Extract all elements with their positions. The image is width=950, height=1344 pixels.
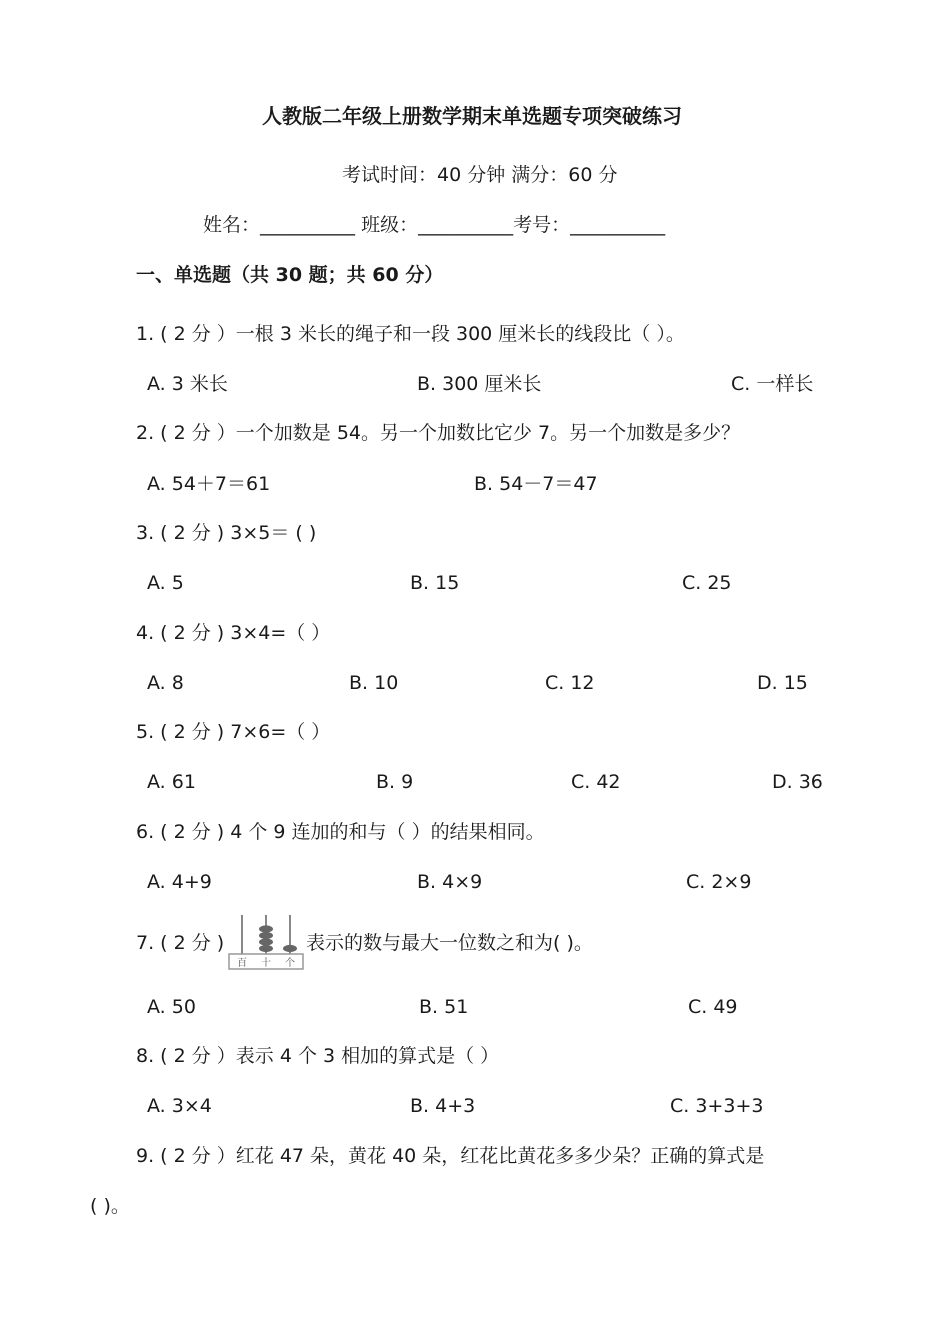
student-info-row: [203, 213, 665, 237]
option-b: B. 300 厘米长: [417, 373, 542, 395]
name-label: 姓名：: [203, 214, 261, 236]
class-blank: __________: [418, 214, 514, 236]
option-c: C. 12: [545, 672, 595, 694]
question-stem: 4. ( 2 分 ) 3×4=（ ）: [136, 622, 331, 644]
option-b: B. 4+3: [410, 1095, 476, 1117]
option-c: C. 3+3+3: [670, 1095, 764, 1117]
option-b: B. 10: [349, 672, 399, 694]
question-stem: 1. ( 2 分 ）一根 3 米长的绳子和一段 300 厘米长的线段比（ ）。: [136, 323, 685, 345]
question-stem-continued: ( )。: [90, 1195, 130, 1217]
option-a: A. 8: [147, 672, 184, 694]
option-a: A. 50: [147, 996, 196, 1018]
option-c: C. 25: [682, 572, 732, 594]
option-b: B. 54－7＝47: [474, 473, 598, 495]
abacus-label-tens: 十: [261, 958, 271, 969]
option-a: A. 61: [147, 771, 196, 793]
question-stem: 2. ( 2 分 ）一个加数是 54。另一个加数比它少 7。另一个加数是多少？: [136, 422, 741, 444]
question-stem: 7. ( 2 分 ): [136, 932, 225, 954]
question-stem: 9. ( 2 分 ）红花 47 朵，黄花 40 朵，红花比黄花多多少朵？正确的算式是: [136, 1145, 765, 1167]
option-c: C. 42: [571, 771, 621, 793]
abacus-bead: [259, 932, 273, 939]
option-d: D. 15: [757, 672, 808, 694]
option-c: C. 2×9: [686, 871, 752, 893]
name-blank: __________: [260, 214, 356, 236]
option-a: A. 3×4: [147, 1095, 212, 1117]
option-b: B. 15: [410, 572, 460, 594]
abacus-label-ones: 个: [285, 958, 295, 969]
abacus-label-hundreds: 百: [237, 958, 247, 969]
option-a: A. 3 米长: [147, 373, 228, 395]
abacus-icon: [228, 912, 304, 970]
option-d: D. 36: [772, 771, 823, 793]
option-b: B. 51: [419, 996, 469, 1018]
option-c: C. 49: [688, 996, 738, 1018]
number-label: 考号：: [513, 214, 571, 236]
option-b: B. 9: [376, 771, 414, 793]
question-stem: 8. ( 2 分 ）表示 4 个 3 相加的算式是（ ）: [136, 1045, 500, 1067]
abacus-bead: [283, 945, 297, 952]
question-stem-suffix: 表示的数与最大一位数之和为( )。: [306, 932, 593, 954]
number-blank: __________: [570, 214, 666, 236]
option-a: A. 54＋7＝61: [147, 473, 271, 495]
question-stem: 6. ( 2 分 ) 4 个 9 连加的和与（ ）的结果相同。: [136, 821, 545, 843]
page-title: 人教版二年级上册数学期末单选题专项突破练习: [262, 104, 682, 128]
exam-info: 考试时间：40 分钟 满分：60 分: [342, 164, 618, 186]
option-b: B. 4×9: [417, 871, 483, 893]
option-a: A. 5: [147, 572, 184, 594]
question-stem: 3. ( 2 分 ) 3×5＝ ( ): [136, 522, 317, 544]
abacus-image: [228, 912, 304, 970]
question-stem: 5. ( 2 分 ) 7×6=（ ）: [136, 721, 331, 743]
abacus-bead: [259, 945, 273, 952]
option-c: C. 一样长: [731, 373, 814, 395]
abacus-bead: [259, 938, 273, 945]
class-label: 班级：: [361, 214, 419, 236]
option-a: A. 4+9: [147, 871, 212, 893]
abacus-bead: [259, 925, 273, 932]
section-title: 一、单选题（共 30 题；共 60 分）: [136, 264, 444, 286]
